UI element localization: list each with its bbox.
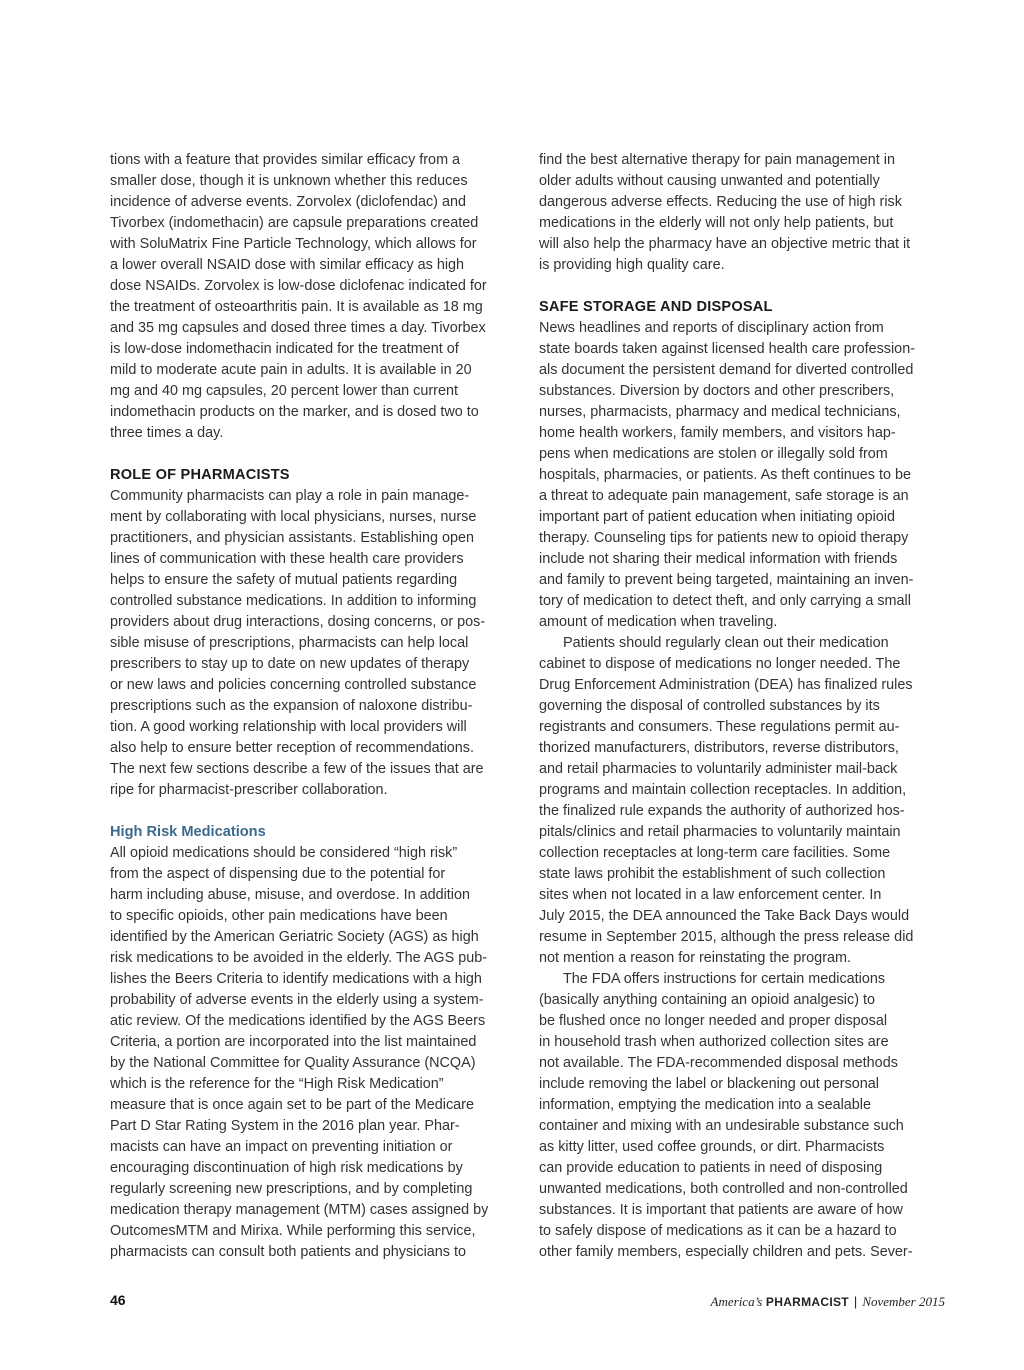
storage-paragraph-3: The FDA offers instructions for certain medications (basically anything containing an opioid analgesic) to be flushed once no longer needed and proper disposal in household trash when authorized collection sites are not available. The FDA-recommended disposal methods include removing the label or blackening out personal information, emptying the medication into a sealable container and mixing with an undesirable substance such as kitty litter, used coffee grounds, or dirt. Pharmacists can provide education to patients in need of disposing unwanted medications, both controlled and non-controlled substances. It is important that patients are aware of how to safely dispose of medications as it can be a hazard to other family members, especially children and pets. Sever- [539, 971, 913, 1260]
intro-paragraph: tions with a feature that provides similar efficacy from a smaller dose, though it is unknown whether this reduces incidence of adverse events. Zorvolex (diclofendac) and Tivorbex (indomethacin) are capsule preparations created with SoluMatrix Fine Particle Technology, which allows for a lower overall NSAID dose with similar efficacy as high dose NSAIDs. Zorvolex is low-dose diclofenac indicated for the treatment of osteoarthritis pain. It is available as 18 mg and 35 mg capsules and dosed three times a day. Tivorbex is low-dose indomethacin indicated for the treatment of mild to moderate acute pain in adults. It is available in 20 mg and 40 mg capsules, 20 percent lower than current indomethacin products on the marker, and is dosed two to three times a day. [110, 152, 487, 441]
right-column [539, 150, 949, 1263]
publication-footer [711, 1294, 945, 1310]
publication-prefix: America’s [710, 1294, 763, 1309]
footer-separator: | [853, 1294, 858, 1309]
continuation-paragraph: find the best alternative therapy for pain management in older adults without causing unwanted and potentially dangerous adverse effects. Reducing the use of high risk medications in the elderly will not only help patients, but will also help the pharmacy have an objective metric that it is providing high quality care. [539, 152, 911, 273]
left-column [110, 150, 520, 1263]
storage-paragraph-1: News headlines and reports of disciplinary action from state boards taken against licensed health care profession- als document the persistent demand for diverted controlled substances. Diversion by doctors and other prescribers, nurses, pharmacists, pharmacy and medical technicians, home health workers, family members, and visitors hap- pens when medications are stolen or illegally sold from hospitals, pharmacies, or patients. As theft continues to be a threat to adequate pain management, safe storage is an important part of patient education when initiating opioid therapy. Counseling tips for patients new to opioid therapy include not sharing their medical information with friends and family to prevent being targeted, maintaining an inven- tory of medication to detect theft, and only carrying a small amount of medication when traveling. [539, 320, 915, 630]
storage-paragraph-2: Patients should regularly clean out their medication cabinet to dispose of medications no longer needed. The Drug Enforcement Administration (DEA) has finalized rules governing the disposal of controlled substances by its registrants and consumers. These regulations permit au- thorized manufacturers, distributors, reverse distributors, and retail pharmacies to voluntarily administer mail-back programs and maintain collection receptacles. In addition, the finalized rule expands the authority of authorized hos- pitals/clinics and retail pharmacies to voluntarily maintain collection receptacles at long-term care facilities. Some state laws prohibit the establishment of such collection sites when not located in a law enforcement center. In July 2015, the DEA announced the Take Back Days would resume in September 2015, although the press release did not mention a reason for reinstating the program. [539, 635, 914, 966]
safe-storage-heading: SAFE STORAGE AND DISPOSAL [539, 299, 773, 315]
role-of-pharmacists-paragraph: Community pharmacists can play a role in pain manage- ment by collaborating with local physicians, nurses, nurse practitioners, and physician assistants. Establishing open lines of communication with these health care providers helps to ensure the safety of mutual patients regarding controlled substance medications. In addition to informing providers about drug interactions, dosing concerns, or pos- sible misuse of prescriptions, pharmacists can help local prescribers to stay up to date on new updates of therapy or new laws and policies concerning controlled substance prescriptions such as the expansion of naloxone distribu- tion. A good working relationship with local providers will also help to ensure better reception of recommendations. The next few sections describe a few of the issues that are ripe for pharmacist-prescriber collaboration. [110, 488, 486, 798]
publication-name: PHARMACIST [765, 1295, 849, 1309]
role-of-pharmacists-heading: ROLE OF PHARMACISTS [110, 467, 290, 483]
page-number: 46 [110, 1292, 126, 1308]
issue-date: November 2015 [862, 1294, 945, 1309]
high-risk-medications-heading: High Risk Medications [110, 824, 266, 840]
high-risk-medications-paragraph: All opioid medications should be considered “high risk” from the aspect of dispensing due to the potential for harm including abuse, misuse, and overdose. In addition to specific opioids, other pain medications have been identified by the American Geriatric Society (AGS) as high risk medications to be avoided in the elderly. The AGS pub- lishes the Beers Criteria to identify medications with a high probability of adverse events in the elderly using a system- atic review. Of the medications identified by the AGS Beers Criteria, a portion are incorporated into the list maintained by the National Committee for Quality Assurance (NCQA) which is the reference for the “High Risk Medication” measure that is once again set to be part of the Medicare Part D Star Rating System in the 2016 plan year. Phar- macists can have an impact on preventing initiation or encouraging discontinuation of high risk medications by regularly screening new prescriptions, and by completing medication therapy management (MTM) cases assigned by OutcomesMTM and Mirixa. While performing this service, pharmacists can consult both patients and physicians to [110, 845, 489, 1260]
